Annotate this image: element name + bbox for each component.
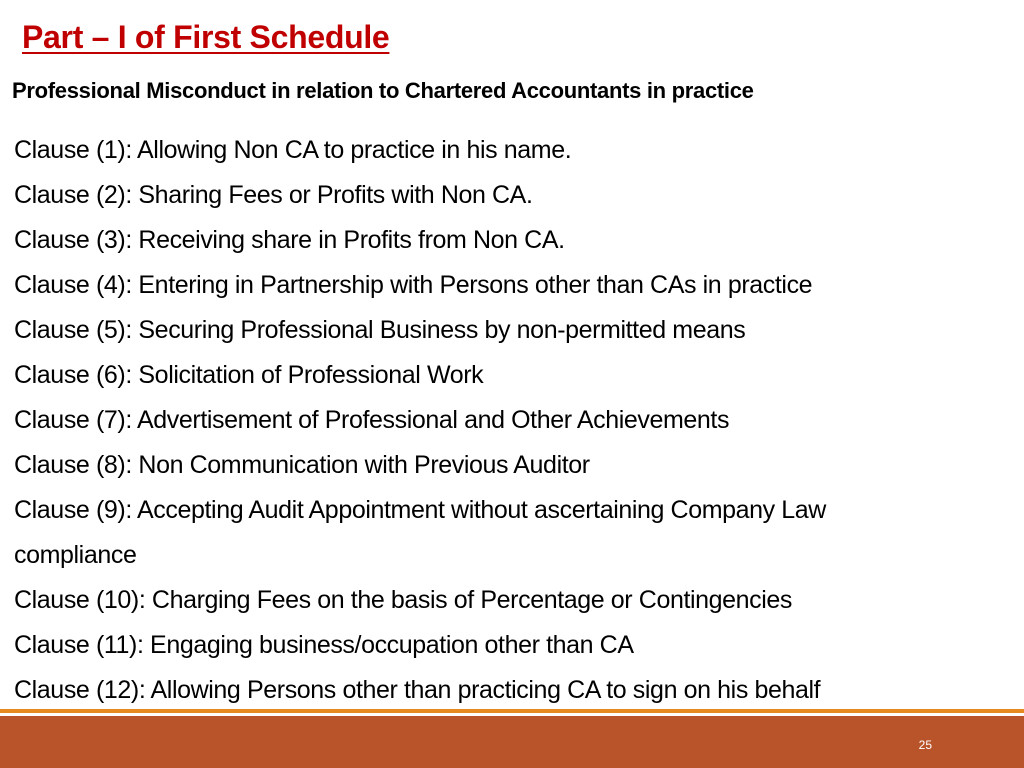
clause-item-7: Clause (7): Advertisement of Professional and Other Achievements — [14, 406, 730, 434]
clause-item-5: Clause (5): Securing Professional Business by non-permitted means — [14, 316, 746, 344]
clause-item-4: Clause (4): Entering in Partnership with Persons other than CAs in practice — [14, 271, 813, 299]
clause-item-9: Clause (9): Accepting Audit Appointment without ascertaining Company Law — [14, 496, 826, 524]
clause-item-3: Clause (3): Receiving share in Profits from Non CA. — [14, 226, 565, 254]
footer-band — [0, 716, 1024, 768]
page-number: 25 — [918, 738, 932, 752]
clause-item-12: Clause (12): Allowing Persons other than practicing CA to sign on his behalf — [14, 676, 821, 704]
footer-accent-line — [0, 709, 1024, 713]
clause-item-1: Clause (1): Allowing Non CA to practice in his name. — [14, 136, 572, 164]
slide-subtitle: Professional Misconduct in relation to Chartered Accountants in practice — [12, 78, 754, 103]
clause-item-8: Clause (8): Non Communication with Previous Auditor — [14, 451, 590, 479]
clause-list — [14, 128, 1004, 713]
clause-item-9-continuation: compliance — [14, 541, 137, 569]
slide-title: Part – I of First Schedule — [22, 19, 390, 55]
clause-item-6: Clause (6): Solicitation of Professional Work — [14, 361, 484, 389]
clause-item-10: Clause (10): Charging Fees on the basis of Percentage or Contingencies — [14, 586, 793, 614]
clause-item-2: Clause (2): Sharing Fees or Profits with Non CA. — [14, 181, 533, 209]
clause-item-11: Clause (11): Engaging business/occupation other than CA — [14, 631, 634, 659]
